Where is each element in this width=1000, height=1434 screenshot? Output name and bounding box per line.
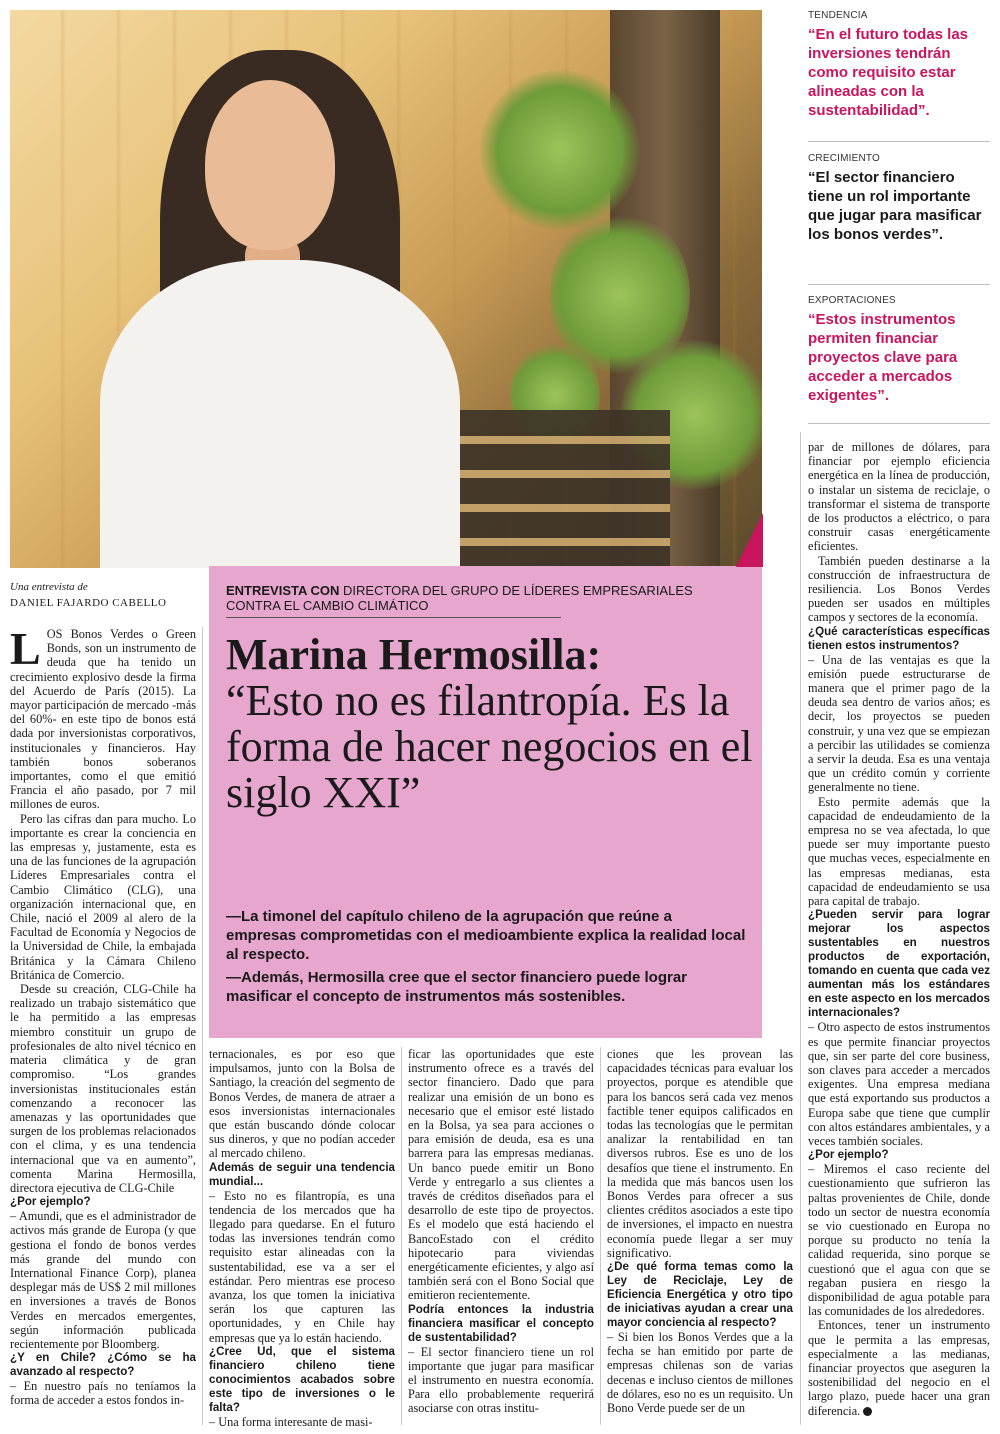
kicker	[226, 583, 726, 613]
byline-author: DANIEL FAJARDO CABELLO	[10, 597, 167, 609]
body-paragraph: También pueden destinarse a la construcción de infraestructura de resiliencia. Los Bonos Verdes pueden ser usados en múltiples campos y sectores de la economía.	[808, 553, 990, 625]
drop-cap: L	[10, 623, 41, 674]
headline	[226, 632, 756, 816]
magenta-corner-triangle	[736, 513, 763, 567]
body-column-2	[209, 1047, 395, 1429]
sidebar-quote-2	[808, 153, 990, 244]
kicker-text: DIRECTORA DEL GRUPO DE LÍDERES EMPRESARIALES CONTRA EL CAMBIO CLIMÁTICO	[226, 583, 693, 613]
sidebar-label: CRECIMIENTO	[808, 153, 881, 164]
body-paragraph: – En nuestro país no teníamos la forma de acceder a estos fondos in-	[10, 1379, 196, 1408]
person-white-jacket	[100, 260, 460, 568]
body-column-4	[607, 1047, 793, 1415]
sidebar-quote-3	[808, 295, 990, 405]
interview-question: Podría entonces la industria financiera masificar el concepto de sustentabilidad?	[408, 1302, 594, 1344]
interview-question: ¿De qué forma temas como la Ley de Reciclaje, Ley de Eficiencia Energética y otro tipo de iniciativas ayudan a crear una mayor conciencia al respecto?	[607, 1260, 793, 1330]
body-column-5	[808, 440, 990, 1418]
sidebar-quote-text: “El sector financiero tiene un rol importante que jugar para masificar los bonos verdes”.	[808, 169, 982, 243]
interview-question: ¿Por ejemplo?	[10, 1195, 91, 1209]
headline-name: Marina Hermosilla:	[226, 630, 602, 679]
deck-1: —La timonel del capítulo chileno de la agrupación que reúne a empresas comprometidas con el medioambiente explica la realidad local al respecto.	[226, 908, 746, 963]
person-face	[205, 80, 335, 250]
interview-question: ¿Qué características específicas tienen estos instrumentos?	[808, 624, 990, 652]
body-paragraph: – Esto no es filantropía, es una tendencia de los mercados que ha llegado para quedarse. En el futuro todas las inversiones tendrán como requisito estar alineadas con la sustentabilidad, ese va a ser el estándar. Pero mientras ese proceso avanza, los que tomen la iniciativa serán los que capturen las oportunidades, y en Chile hay empresas que ya lo están haciendo.	[209, 1188, 395, 1345]
sidebar-label: TENDENCIA	[808, 10, 868, 21]
headline-quote: “Esto no es filantropía. Es la forma de hacer negocios en el siglo XXI”	[226, 676, 753, 817]
body-paragraph: Esto permite además que la capacidad de endeudamiento de la empresa no se vea afectada, lo que puede ser muy importante puesto que muchas veces, especialmente en las empresas medianas, esta capacidad de endeudamiento se usa para capital de trabajo.	[808, 794, 990, 909]
sidebar-quote-text: “Estos instrumentos permiten financiar proyectos clave para acceder a mercados exigentes”.	[808, 311, 958, 404]
body-paragraph: ciones que les provean las capacidades técnicas para evaluar los proyectos, porque es atendible que para los bancos será cada vez menos factible tener equipos calificados en todas las tecnologías que le permitan analizar la rentabilidad en tan diversos rubros. Ese es uno de los desafíos que tiene el instrumento. En la medida que más bancos usen los Bonos Verdes para ofrecer a sus clientes créditos asociados a este tipo de inversiones, el impacto en nuestra economía puede llegar a ser muy significativo.	[607, 1047, 793, 1260]
body-paragraph: – Otro aspecto de estos instrumentos es que permite financiar proyectos que, sin ser parte del core business, son claves para acceder a mercados exigentes. Una empresa mediana que está exportando sus productos a Europa sabe que tiene que cumplir con altos estándares ambientales, y a veces también sociales.	[808, 1020, 990, 1148]
body-paragraph: Entonces, tener un instrumento que le permita a las empresas, especialmente a las medianas, financiar proyectos que aseguren la sostenibilidad del negocio en el largo plazo, puede hacer una gran diferencia.	[808, 1318, 990, 1418]
body-paragraph: – Amundi, que es el administrador de activos más grande de Europa (y que gestiona el fondo de bonos verdes más grande del mundo con International Finance Corp), planea desplegar más de US$ 2 mil millones en inversiones a través de Bonos Verdes en mercados emergentes, según información publicada recientemente por Bloomberg.	[10, 1209, 196, 1351]
body-paragraph: – Una forma interesante de masi-	[209, 1414, 373, 1429]
body-paragraph: Desde su creación, CLG-Chile ha realizado un trabajo sistemático que le ha permitido a las empresas miembro constituir un grupo de profesionales de alto nivel técnico en materia climática y de gran compromiso. “Los grandes inversionistas institucionales están comenzando a reconocer las amenazas y las oportunidades que surgen de los problemas relacionados con el clima, y es una tendencia internacional que va en aumento”, comenta Marina Hermosilla, directora ejecutiva de CLG-Chile	[10, 982, 196, 1195]
body-paragraph: ficar las oportunidades que este instrumento ofrece es a través del sector financiero. Dado que para realizar una emisión de un bono es necesario que el emisor esté listado en la Bolsa, ya sea para acciones o para emisión de deuda, esa es una barrera para las empresas medianas. Un banco puede emitir un Bono Verde y entregarlo a sus clientes a través de créditos diseñados para el desarrollo de este tipo de proyectos. Es el modelo que está haciendo el BancoEstado con el crédito hipotecario para viviendas energéticamente eficientes, y algo así también será con el Bono Social que emitieron recientemente.	[408, 1047, 594, 1303]
body-paragraph: Pero las cifras dan para mucho. Lo importante es crear la conciencia en las empresas y, justamente, esta es una de las funciones de la agrupación Líderes Empresariales contra el Cambio Climático (CLG), una organización internacional que, en Chile, nació el 2009 al alero de la Facultad de Economía y Negocios de la Universidad de Chile, la embajada Británica y la Cámara Chileno Británica de Comercio.	[10, 811, 196, 982]
body-paragraph: ternacionales, es por eso que impulsamos, junto con la Bolsa de Santiago, la creación del segmento de Bonos Verdes, de manera de atraer a esos inversionistas internacionales que están buscando dónde colocar sus dineros, y que no podían acceder al mercado chileno.	[209, 1047, 395, 1161]
sidebar-quote-text: “En el futuro todas las inversiones tendrán como requisito estar alineadas con la sustentabilidad”.	[808, 26, 969, 119]
interview-question: ¿Y en Chile? ¿Cómo se ha avanzado al respecto?	[10, 1351, 196, 1379]
sidebar-label: EXPORTACIONES	[808, 295, 896, 306]
body-paragraph: OS Bonos Verdes o Green Bonds, son un instrumento de deuda que ha tenido un crecimiento explosivo desde la firma del Acuerdo de París (2015). La mayor participación de mercado -más del 60%- en este tipo de bonos está dada por inversionistas corporativos, institucionales y financieros. Hay también bonos soberanos importantes, como el que emitió Francia el año pasado, por 7 mil millones de euros.	[10, 627, 196, 812]
body-column-1	[10, 623, 196, 1408]
sidebar-quote-1	[808, 10, 990, 120]
body-paragraph: – El sector financiero tiene un rol importante que jugar para masificar el instrumento en nuestra economía. Para ello probablemente requerirá asociarse con otras institu-	[408, 1344, 594, 1416]
deck-2: —Además, Hermosilla cree que el sector financiero puede lograr masificar el concepto de instrumentos más sostenibles.	[226, 969, 687, 1005]
interview-photo	[10, 10, 762, 568]
interview-question: ¿Cree Ud, que el sistema financiero chileno tiene conocimientos acabados sobre este tipo de inversiones o le falta?	[209, 1344, 395, 1414]
body-paragraph: – Una de las ventajas es que la emisión puede estructurarse de manera que el primer pago de la deuda sea dentro de varios años; es decir, los proyectos se pueden construir, y una vez que se empiezan a percibir las utilidades se comienza a servir la deuda. Esa es una ventaja que un crédito común y corriente generalmente no tiene.	[808, 652, 990, 795]
body-paragraph: – Si bien los Bonos Verdes que a la fecha se han emitido por parte de empresas chilenas son de varias decenas e incluso cientos de millones de dólares, eso no es un requisito. Un Bono Verde puede ser de un	[607, 1330, 793, 1416]
body-column-3	[408, 1047, 594, 1416]
byline-intro: Una entrevista de	[10, 581, 88, 593]
kicker-lead: ENTREVISTA CON	[226, 583, 340, 598]
body-paragraph: par de millones de dólares, para financiar por ejemplo eficiencia energética en la línea de producción, o instalar un sistema de reciclaje, o transformar el sistema de transporte de los productos a eléctrico, o para construir casas energéticamente eficientes.	[808, 440, 990, 554]
body-paragraph: – Miremos el caso reciente del cuestionamiento que sufrieron las paltas provenientes de Chile, donde todo un sector de nuestra economía se vio cuestionado en Europa no porque su producto no tenía la calidad requerida, sino porque se cuestionó que el agua con que se regaban pusiera en riesgo la disponibilidad de agua potable para las comunidades de los alrededores.	[808, 1162, 990, 1319]
interview-question: ¿Pueden servir para lograr mejorar los aspectos sustentables en nuestros productos de exportación, tomando en cuenta que cada vez aumentan más los estándares en este aspecto en los mercados internacionales?	[808, 908, 990, 1020]
end-mark-icon	[863, 1407, 872, 1416]
interview-question: Además de seguir una tendencia mundial...	[209, 1160, 395, 1188]
interview-question: ¿Por ejemplo?	[808, 1148, 889, 1162]
